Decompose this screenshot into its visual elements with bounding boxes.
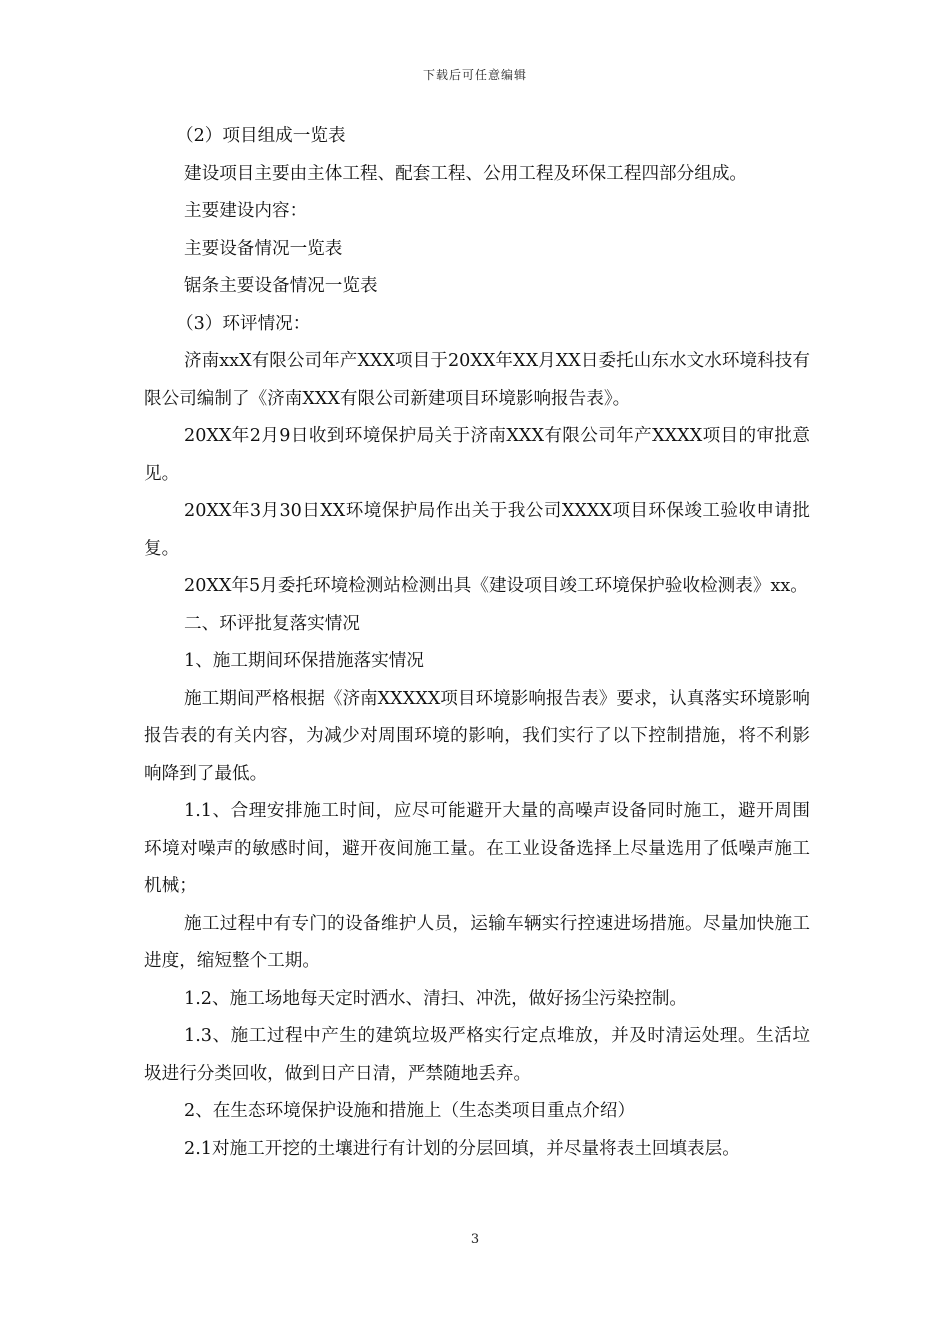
- paragraph-eia-heading: （3）环评情况：: [176, 313, 311, 334]
- paragraph-construction-requirements: 施工期间严格根据《济南XXXXX项目环境影响报告表》要求，认真落实环境影响报告表的有关内容，为减少对周围环境的影响，我们实行了以下控制措施，将不利影响降到了最低。: [144, 688, 810, 784]
- page-header: 下载后可任意编辑: [422, 68, 527, 82]
- paragraph-saw-equipment-table-title: 锯条主要设备情况一览表: [184, 276, 378, 296]
- paragraph-eia-commission: 济南xxX有限公司年产XXX项目于20XX年XX月XX日委托山东水文水环境科技有限公司编制了《济南XXX有限公司新建项目环境影响报告表》。: [144, 351, 810, 409]
- paragraph-soil-backfill: 2.1对施工开挖的土壤进行有计划的分层回填，并尽量将表土回填表层。: [184, 1138, 740, 1159]
- paragraph-main-construction: 主要建设内容：: [184, 201, 308, 221]
- paragraph-acceptance-reply: 20XX年3月30日XX环境保护局作出关于我公司XXXX项目环保竣工验收申请批复。: [144, 501, 810, 559]
- paragraph-dust-control: 1.2、施工场地每天定时洒水、清扫、冲洗，做好扬尘污染控制。: [184, 988, 688, 1009]
- paragraph-project-composition-heading: （2）项目组成一览表: [176, 126, 346, 146]
- paragraph-monitoring: 20XX年5月委托环境检测站检测出具《建设项目竣工环境保护验收检测表》xx。: [184, 576, 808, 596]
- paragraph-equipment-table-title: 主要设备情况一览表: [184, 238, 343, 259]
- paragraph-waste-handling: 1.3、施工过程中产生的建筑垃圾严格实行定点堆放，并及时清运处理。生活垃圾进行分类回收，做到日产日清，严禁随地丢弃。: [144, 1026, 810, 1084]
- subsection-heading-construction-measures: 1、施工期间环保措施落实情况: [184, 651, 424, 671]
- document-body: [144, 118, 810, 1168]
- paragraph-approval-received: 20XX年2月9日收到环境保护局关于济南XXX有限公司年产XXXX项目的审批意见。: [144, 426, 810, 484]
- page-number: 3: [470, 1232, 480, 1247]
- paragraph-equipment-maintenance: 施工过程中有专门的设备维护人员，运输车辆实行控速进场措施。尽量加快施工进度，缩短整个工期。: [144, 913, 810, 971]
- paragraph-noise-control: 1.1、合理安排施工时间，应尽可能避开大量的高噪声设备同时施工，避开周围环境对噪声的敏感时间，避开夜间施工量。在工业设备选择上尽量选用了低噪声施工机械；: [144, 801, 810, 896]
- subsection-heading-ecological-protection: 2、在生态环境保护设施和措施上（生态类项目重点介绍）: [184, 1101, 636, 1121]
- section-heading-eia-implementation: 二、环评批复落实情况: [184, 613, 360, 634]
- paragraph-project-composition: 建设项目主要由主体工程、配套工程、公用工程及环保工程四部分组成。: [184, 163, 748, 184]
